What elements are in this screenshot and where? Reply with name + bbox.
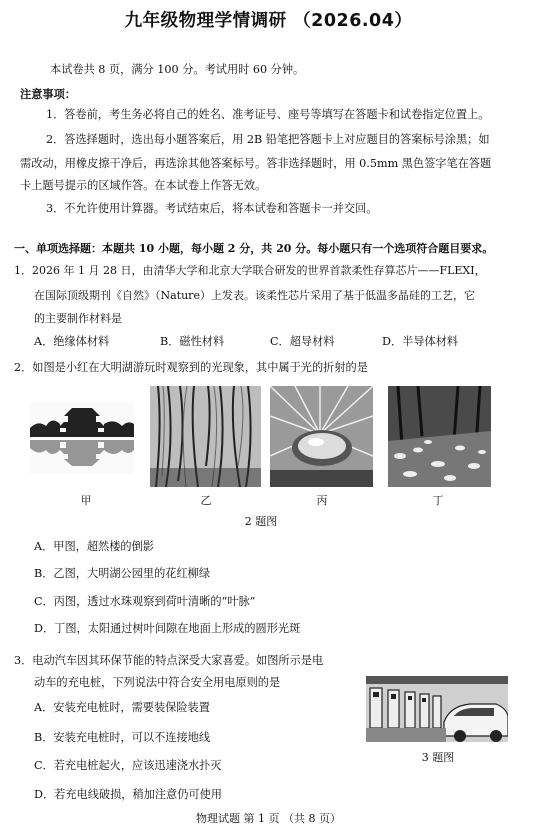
q3-option-c: C．若充电桩起火，应该迅速浇水扑灭: [34, 759, 222, 772]
q1-option-b: B．磁性材料: [160, 335, 225, 348]
q3-figure-caption: 3 题图: [421, 751, 455, 764]
label-ding: 丁: [432, 494, 444, 507]
label-jia: 甲: [80, 494, 92, 507]
notice-item-3: 3．不允许使用计算器。考试结束后，将本试卷和答题卡一并交回。: [46, 202, 378, 215]
page-title: 九年级物理学情调研 （2026.04）: [124, 11, 413, 31]
q1-line-1: 1．2026 年 1 月 28 日，由清华大学和北京大学联合研发的世界首款柔性存算芯片——FLEXI，: [14, 264, 486, 277]
q2-option-d: D．丁图，太阳通过树叶间隙在地面上形成的圆形光斑: [34, 622, 301, 635]
notice-item-2: 2．答选择题时，选出每小题答案后，用 2B 铅笔把答题卡上对应题目的答案标号涂黑；如: [46, 133, 490, 146]
q2-stem: 2．如图是小红在大明湖游玩时观察到的光现象，其中属于光的折射的是: [14, 361, 368, 374]
notice-item-2-cont-2: 卡上题号提示的区域作答。在本试卷上作答无效。: [20, 179, 267, 192]
section-heading: 一、单项选择题：本题共 10 小题，每小题 2 分，共 20 分。每小题只有一个选项符合题目要求。: [14, 242, 494, 255]
page-footer: 物理试题 第 1 页 （共 8 页）: [196, 812, 341, 825]
notice-item-1: 1．答卷前，考生务必将自己的姓名、准考证号、座号等填写在答题卡和试卷指定位置上。: [46, 108, 490, 121]
q2-option-c: C．丙图，透过水珠观察到荷叶清晰的“叶脉”: [34, 595, 256, 608]
q1-line-2: 在国际顶级期刊《自然》（Nature）上发表。该柔性芯片采用了基于低温多晶硅的工艺，它: [34, 289, 475, 302]
q2-option-b: B．乙图，大明湖公园里的花红柳绿: [34, 567, 211, 580]
q1-option-c: C．超导材料: [270, 335, 335, 348]
label-yi: 乙: [200, 494, 212, 507]
photo-yi-willows: [150, 386, 261, 487]
q3-option-b: B．安装充电桩时，可以不连接地线: [34, 731, 211, 744]
photo-jia-pavilion-reflection: [30, 402, 134, 474]
q1-line-3: 的主要制作材料是: [34, 312, 122, 325]
q3-option-d: D．若充电线破损，稍加注意仍可使用: [34, 788, 222, 801]
q2-option-a: A．甲图，超然楼的倒影: [34, 540, 154, 553]
q2-figure-caption: 2 题图: [244, 515, 278, 528]
q3-line-1: 3．电动汽车因其环保节能的特点深受大家喜爱。如图所示是电: [14, 654, 324, 667]
photo-ding-light-spots: [388, 386, 491, 487]
q1-option-a: A．绝缘体材料: [34, 335, 110, 348]
notice-item-2-cont-1: 需改动，用橡皮擦干净后，再选涂其他答案标号。答非选择题时，用 0.5mm 黑色签字笔在答题: [20, 157, 492, 170]
q3-option-a: A．安装充电桩时，需要装保险装置: [34, 701, 210, 714]
q1-option-d: D．半导体材料: [382, 335, 459, 348]
label-bing: 丙: [316, 494, 328, 507]
photo-charging-piles: [366, 676, 508, 742]
photo-bing-water-drop-lotus: [270, 386, 373, 487]
notice-heading: 注意事项：: [20, 87, 76, 101]
exam-intro: 本试卷共 8 页，满分 100 分。考试用时 60 分钟。: [50, 63, 305, 76]
q3-line-2: 动车的充电桩，下列说法中符合安全用电原则的是: [34, 676, 281, 689]
